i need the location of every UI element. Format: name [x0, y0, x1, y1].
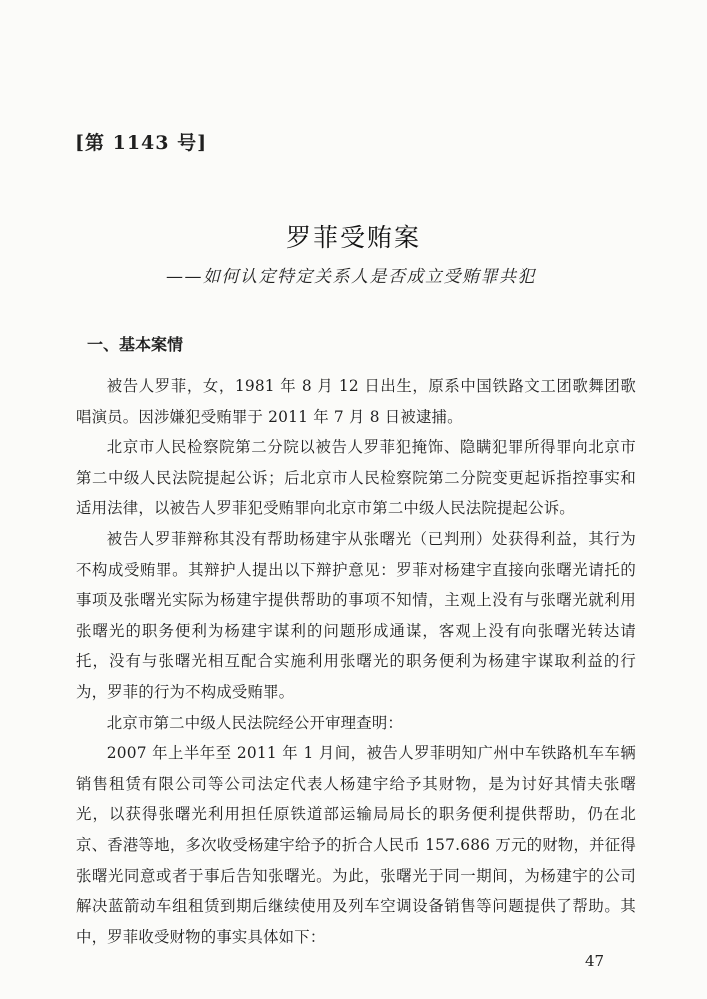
paragraph: 北京市人民检察院第二分院以被告人罗菲犯掩饰、隐瞒犯罪所得罪向北京市第二中级人民法院提起公诉；后北京市人民检察院第二分院变更起诉指控事实和适用法律，以被告人罗菲犯受贿罪向北京市第二中级人民法院提起公诉。 — [76, 438, 636, 518]
paragraph: 北京市第二中级人民法院经公开审理查明： — [106, 713, 404, 732]
section-heading: 一、基本案情 — [87, 335, 184, 354]
page-subtitle: ——如何认定特定关系人是否成立受贿罪共犯 — [166, 267, 536, 287]
paragraph: 被告人罗菲辩称其没有帮助杨建宇从张曙光（已判刑）处获得利益，其行为不构成受贿罪。其辩护人提出以下辩护意见：罗菲对杨建宇直接向张曙光请托的事项及张曙光实际为杨建宇提供帮助的事项不知情，主观上没有与张曙光就利用张曙光的职务便利为杨建宇谋利的问题形成通谋，客观上没有向张曙光转达请托，没有与张曙光相互配合实施利用张曙光的职务便利为杨建宇谋取利益的行为，罗菲的行为不构成受贿罪。 — [76, 529, 636, 701]
page-title: 罗菲受贿案 — [285, 223, 421, 252]
paragraph: 2007 年上半年至 2011 年 1 月间，被告人罗菲明知广州中车铁路机车车辆销售租赁有限公司等公司法定代表人杨建宇给予其财物，是为讨好其情夫张曙光，以获得张曙光利用担任原铁道部运输局局长的职务便利提供帮助，仍在北京、香港等地，多次收受杨建宇给予的折合人民币 157.686 万元的财物，并征得张曙光同意或者于事后告知张曙光。为此，张曙光于同一期间，为杨建宇的公司解决蓝箭动车组租赁到期后继续使用及列车空调设备销售等问题提供了帮助。其中，罗菲收受财物的事实具体如下： — [76, 744, 636, 946]
page-number: 47 — [585, 952, 605, 970]
body-text — [76, 371, 636, 952]
case-number: [第 1143 号] — [75, 132, 208, 154]
paragraph: 被告人罗菲，女，1981 年 8 月 12 日出生，原系中国铁路文工团歌舞团歌唱演员。因涉嫌犯受贿罪于 2011 年 7 月 8 日被逮捕。 — [76, 377, 636, 426]
